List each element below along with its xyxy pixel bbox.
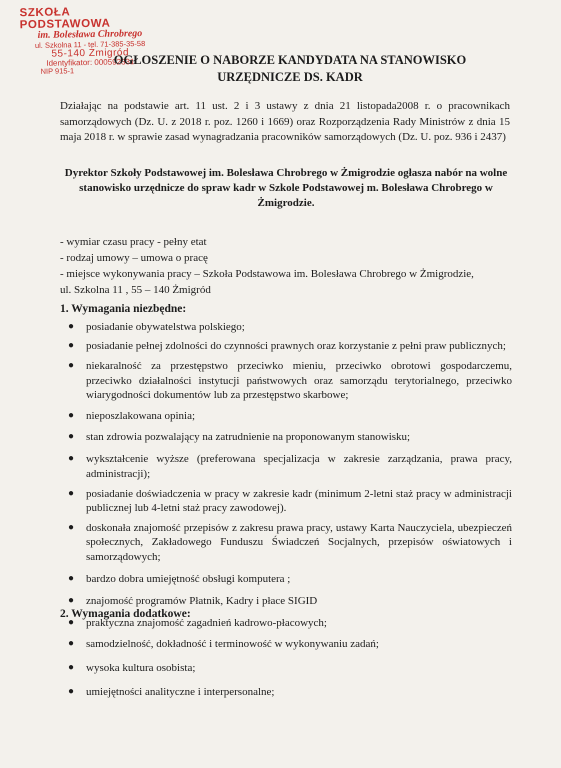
director-announcement: Dyrektor Szkoły Podstawowej im. Bolesława Chrobrego w Żmigrodzie ogłasza nabór na wolne stanowisko urzędnicze do spraw kadr w Szkole Podstawowej m. Bolesława Chrobrego w Żmigrodzie. <box>64 167 508 209</box>
stamp-patron: im. Bolesława Chrobrego <box>37 28 143 42</box>
list-item: ● praktyczna znajomość zagadnień kadrowo-płacowych; <box>68 617 327 630</box>
bullet-icon: ● <box>68 321 75 332</box>
stamp-regon: Identyfikator: 000592331 <box>46 57 135 68</box>
list-item: ● doskonała znajomość przepisów z zakresu prawa pracy, ustawy Karta Nauczyciela, ubezpieczeń społecznych, Zakładowego Funduszu Świadczeń Socjalnych, przepisów oświatowych i samorządowych; <box>68 522 512 563</box>
list-item: ● bardzo dobra umiejętność obsługi komputera ; <box>68 572 291 585</box>
section-2-heading: 2. Wymagania dodatkowe: <box>60 608 191 620</box>
bullet-icon: ● <box>68 410 75 422</box>
list-item: ● stan zdrowia pozwalający na zatrudnienie na proponowanym stanowisku; <box>68 431 411 444</box>
list-item: ● nieposzlakowana opinia; <box>68 410 196 423</box>
list-item: ● niekaralność za przestępstwo przeciwko mieniu, przeciwko obrotowi gospodarczemu, przeciwko działalności instytucji państwowych oraz samorządu terytorialnego, przeciwko wiarygodności dokumentów lub za przestępstwo skarbowe; <box>68 360 512 401</box>
list-item: ● znajomość programów Płatnik, Kadry i płace SIGID <box>68 595 318 608</box>
list-item: ● posiadanie obywatelstwa polskiego; <box>68 321 245 333</box>
bullet-icon: ● <box>68 360 75 372</box>
stamp-school-name: SZKOŁA PODSTAWOWA <box>19 6 111 32</box>
list-item: ● wysoka kultura osobista; <box>68 662 196 675</box>
title-line-1: OGŁOSZENIE O NABORZE KANDYDATA NA STANOWISKO <box>113 53 467 67</box>
list-item: ● posiadanie doświadczenia w pracy w zakresie kadr (minimum 2-letni staż pracy w administracji publicznej lub 4-letni staż pracy zawodowej). <box>68 487 512 515</box>
list-item: ● posiadanie pełnej zdolności do czynności prawnych oraz korzystanie z pełni praw publicznych; <box>68 340 506 353</box>
bullet-icon: ● <box>68 340 75 352</box>
section-1-list <box>60 320 512 630</box>
section-1-heading: 1. Wymagania niezbędne: <box>60 303 187 315</box>
bullet-icon: ● <box>68 431 75 443</box>
list-item: ● wykształcenie wyższe (preferowana specjalizacja w zakresie zarządzania, prawa pracy, administracji); <box>68 453 512 480</box>
bullet-icon: ● <box>68 686 75 698</box>
bullet-icon: ● <box>68 487 75 499</box>
bullet-icon: ● <box>68 662 75 674</box>
legal-basis-paragraph: Działając na podstawie art. 11 ust. 2 i 3 ustawy z dnia 21 listopada2008 r. o pracownikach samorządowych (Dz. U. z 2018 r. poz. 1260 i 1669) oraz Rozporządzenia Rady Ministrów z dnia 15 maja 2018 r. w sprawie zasad wynagradzania pracowników samorządowych (Dz. U. poz. 936 i 2437) <box>60 100 510 144</box>
list-item: ● samodzielność, dokładność i terminowość w wykonywaniu zadań; <box>68 638 379 650</box>
bullet-icon: ● <box>68 522 75 534</box>
stamp-address: ul. Szkolna 11 - tel. 71-385-35-58 <box>34 38 146 50</box>
bullet-icon: ● <box>68 453 75 465</box>
job-details <box>60 234 510 298</box>
stamp-postcode: 55-140 Żmigród <box>51 46 130 60</box>
detail-line: - rodzaj umowy – umowa o pracę <box>60 252 208 264</box>
title-line-2: URZĘDNICZE DS. KADR <box>217 70 363 84</box>
section-2-list <box>60 637 512 700</box>
detail-line: - wymiar czasu pracy - pełny etat <box>60 236 207 248</box>
bullet-icon: ● <box>68 617 75 629</box>
list-item: ● umiejętności analityczne i interpersonalne; <box>68 686 275 699</box>
detail-line: - miejsce wykonywania pracy – Szkoła Podstawowa im. Bolesława Chrobrego w Żmigrodzie, <box>60 268 474 280</box>
bullet-icon: ● <box>68 572 75 584</box>
bullet-icon: ● <box>68 638 75 649</box>
announcement-title <box>60 52 520 86</box>
stamp-nip: NIP 915-1 <box>40 66 75 77</box>
bullet-icon: ● <box>68 595 75 607</box>
detail-line: ul. Szkolna 11 , 55 – 140 Żmigród <box>60 284 211 296</box>
